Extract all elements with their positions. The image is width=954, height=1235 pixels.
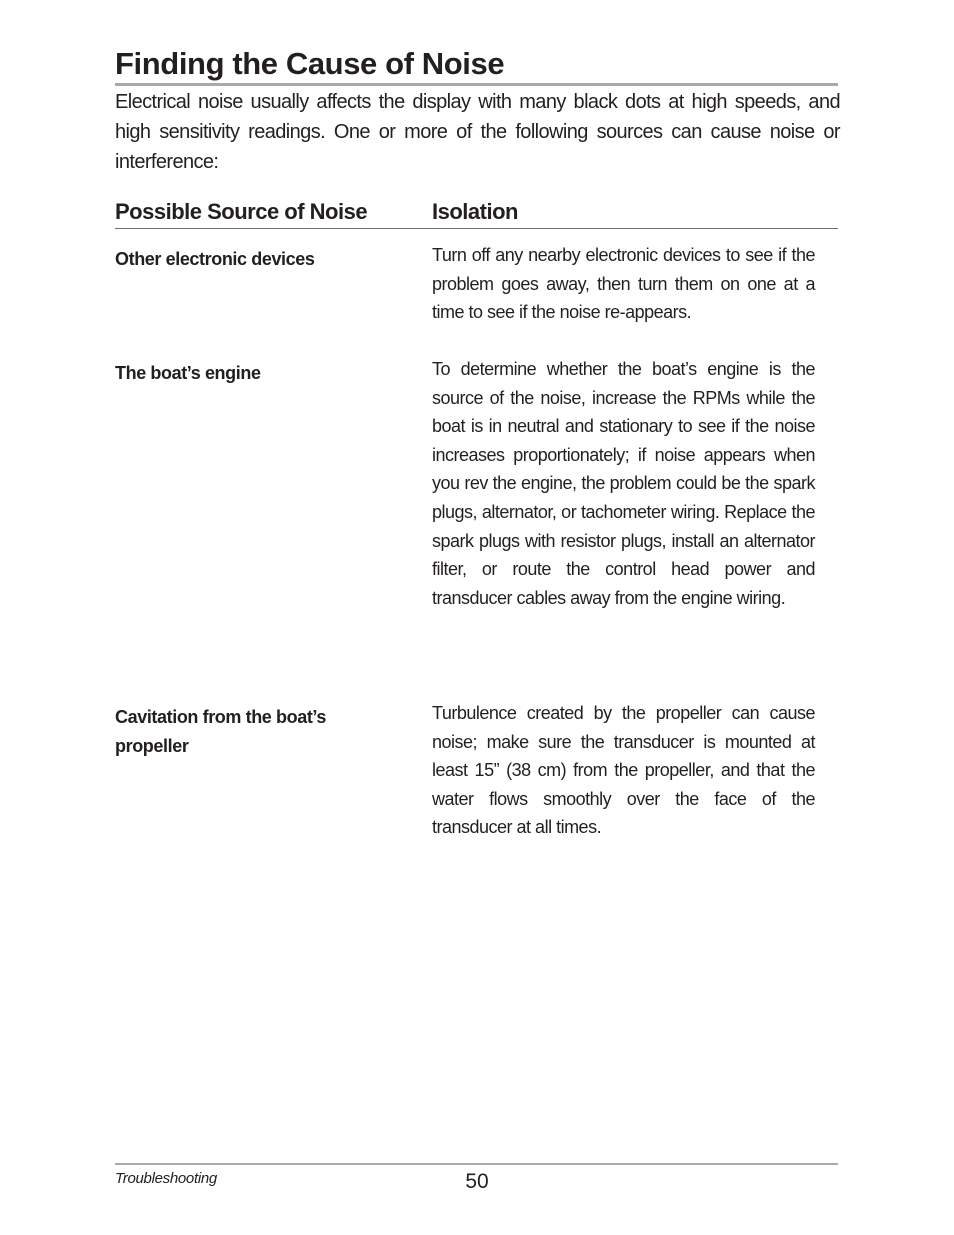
- table-row-isolation-propeller: Turbulence created by the propeller can cause noise; make sure the transducer is mounted at least 15” (38 cm) from the propeller, and that the water flows smoothly over the face of the transducer at all times.: [432, 703, 815, 838]
- table-row-source-engine: The boat’s engine: [115, 363, 261, 383]
- footer-divider: [115, 1163, 838, 1165]
- table-row-isolation-electronic-devices: Turn off any nearby electronic devices to see if the problem goes away, then turn them on one at a time to see if the noise re-appears.: [432, 245, 815, 323]
- title-divider: [115, 83, 838, 86]
- page-title: Finding the Cause of Noise: [115, 46, 505, 81]
- column-header-isolation: Isolation: [432, 199, 518, 224]
- table-row-source-electronic-devices: Other electronic devices: [115, 249, 315, 269]
- table-header-divider: [115, 228, 838, 229]
- table-row-source-propeller: Cavitation from the boat’s propeller: [115, 707, 326, 756]
- footer-section-label: Troubleshooting: [115, 1170, 217, 1187]
- table-row-isolation-engine: To determine whether the boat’s engine is the source of the noise, increase the RPMs while the boat is in neutral and stationary to see if the noise increases proportionately; if noise appears when you rev the engine, the problem could be the spark plugs, alternator, or tachometer wiring. Replace the spark plugs with resistor plugs, install an alternator filter, or route the control head power and transducer cables away from the engine wiring.: [432, 359, 815, 608]
- column-header-source: Possible Source of Noise: [115, 199, 368, 224]
- page-number: 50: [465, 1170, 489, 1193]
- intro-paragraph: Electrical noise usually affects the display with many black dots at high speeds, and high sensitivity readings. One or more of the following sources can cause noise or interference:: [115, 91, 840, 173]
